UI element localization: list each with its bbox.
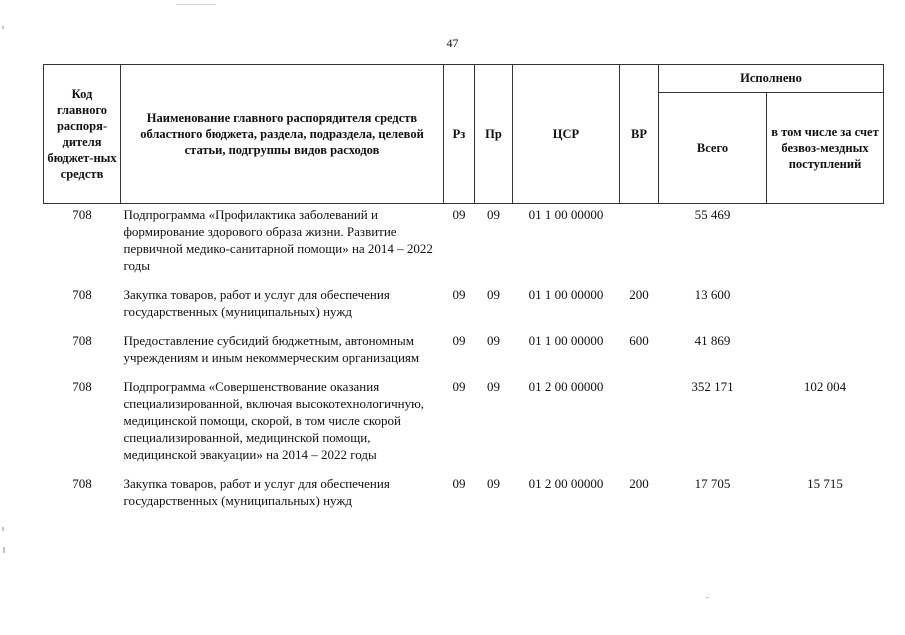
header-csr: ЦСР <box>513 65 620 204</box>
cell-code: 708 <box>72 379 92 394</box>
header-vr: ВР <box>620 65 659 204</box>
cell-name: Закупка товаров, работ и услуг для обеспечения государственных (муниципальных) нужд <box>123 476 390 508</box>
cell-rz: 09 <box>452 379 466 394</box>
cell-vr <box>620 378 659 475</box>
cell-csr: 01 1 00 00000 <box>528 287 604 302</box>
cell-rz: 09 <box>452 207 466 222</box>
cell-gratuitous <box>767 286 884 332</box>
cell-code: 708 <box>72 287 92 302</box>
cell-code: 708 <box>72 476 92 491</box>
cell-gratuitous <box>767 332 884 378</box>
cell-csr: 01 2 00 00000 <box>528 476 604 491</box>
scan-artifact <box>2 527 4 531</box>
cell-rz: 09 <box>452 333 466 348</box>
header-code: Код главного распоря-дителя бюджет-ных средств <box>44 65 121 204</box>
cell-pr: 09 <box>487 207 500 222</box>
table-row <box>44 332 884 378</box>
header-row-top <box>44 65 884 93</box>
cell-gratuitous <box>767 204 884 287</box>
cell-total: 41 869 <box>694 333 731 348</box>
cell-total: 17 705 <box>694 476 731 491</box>
cell-name: Подпрограмма «Совершенствование оказания специализированной, включая высокотехнологичную, медицинской помощи, скорой, в том числе скорой специализированной, медицинской помощи, медицинской эвакуации» на 2014 – 2022 годы <box>123 379 425 462</box>
table-row <box>44 378 884 475</box>
cell-name: Закупка товаров, работ и услуг для обеспечения государственных (муниципальных) нужд <box>123 287 390 319</box>
cell-name: Подпрограмма «Профилактика заболеваний и формирование здорового образа жизни. Развитие первичной медико-санитарной помощи» на 2014 – 2022 годы <box>123 207 433 273</box>
cell-code: 708 <box>72 207 92 222</box>
cell-name: Предоставление субсидий бюджетным, автономным учреждениям и иным некоммерческим организациям <box>123 333 420 365</box>
header-name: Наименование главного распорядителя средств областного бюджета, раздела, подраздела, целевой статьи, подгруппы видов расходов <box>121 65 444 204</box>
scan-artifact <box>2 26 4 29</box>
budget-table-container <box>43 64 883 521</box>
table-row <box>44 204 884 287</box>
cell-gratuitous: 102 004 <box>803 379 847 394</box>
cell-pr: 09 <box>487 379 500 394</box>
table-row <box>44 286 884 332</box>
cell-pr: 09 <box>487 476 500 491</box>
cell-total: 13 600 <box>694 287 731 302</box>
header-pr: Пр <box>475 65 513 204</box>
cell-rz: 09 <box>452 476 466 491</box>
budget-table <box>43 64 884 521</box>
cell-vr: 200 <box>629 476 649 491</box>
cell-gratuitous: 15 715 <box>807 476 843 491</box>
header-executed: Исполнено <box>659 65 884 93</box>
header-rz: Рз <box>444 65 475 204</box>
header-total: Всего <box>659 92 767 203</box>
cell-vr: 600 <box>629 333 649 348</box>
cell-pr: 09 <box>487 287 500 302</box>
page-number: 47 <box>446 36 459 50</box>
cell-csr: 01 1 00 00000 <box>528 333 604 348</box>
scan-artifact <box>3 547 5 553</box>
header-gratuitous: в том числе за счет безвоз-мездных поступлений <box>767 92 884 203</box>
cell-code: 708 <box>72 333 92 348</box>
cell-vr: 200 <box>629 287 649 302</box>
cell-pr: 09 <box>487 333 500 348</box>
cell-csr: 01 2 00 00000 <box>528 379 604 394</box>
cell-rz: 09 <box>452 287 466 302</box>
cell-total: 352 171 <box>691 379 734 394</box>
cell-vr <box>620 204 659 287</box>
cell-total: 55 469 <box>694 207 731 222</box>
cell-csr: 01 1 00 00000 <box>528 207 604 222</box>
table-row <box>44 475 884 521</box>
scan-artifact <box>706 597 709 598</box>
scan-artifact <box>176 4 216 5</box>
